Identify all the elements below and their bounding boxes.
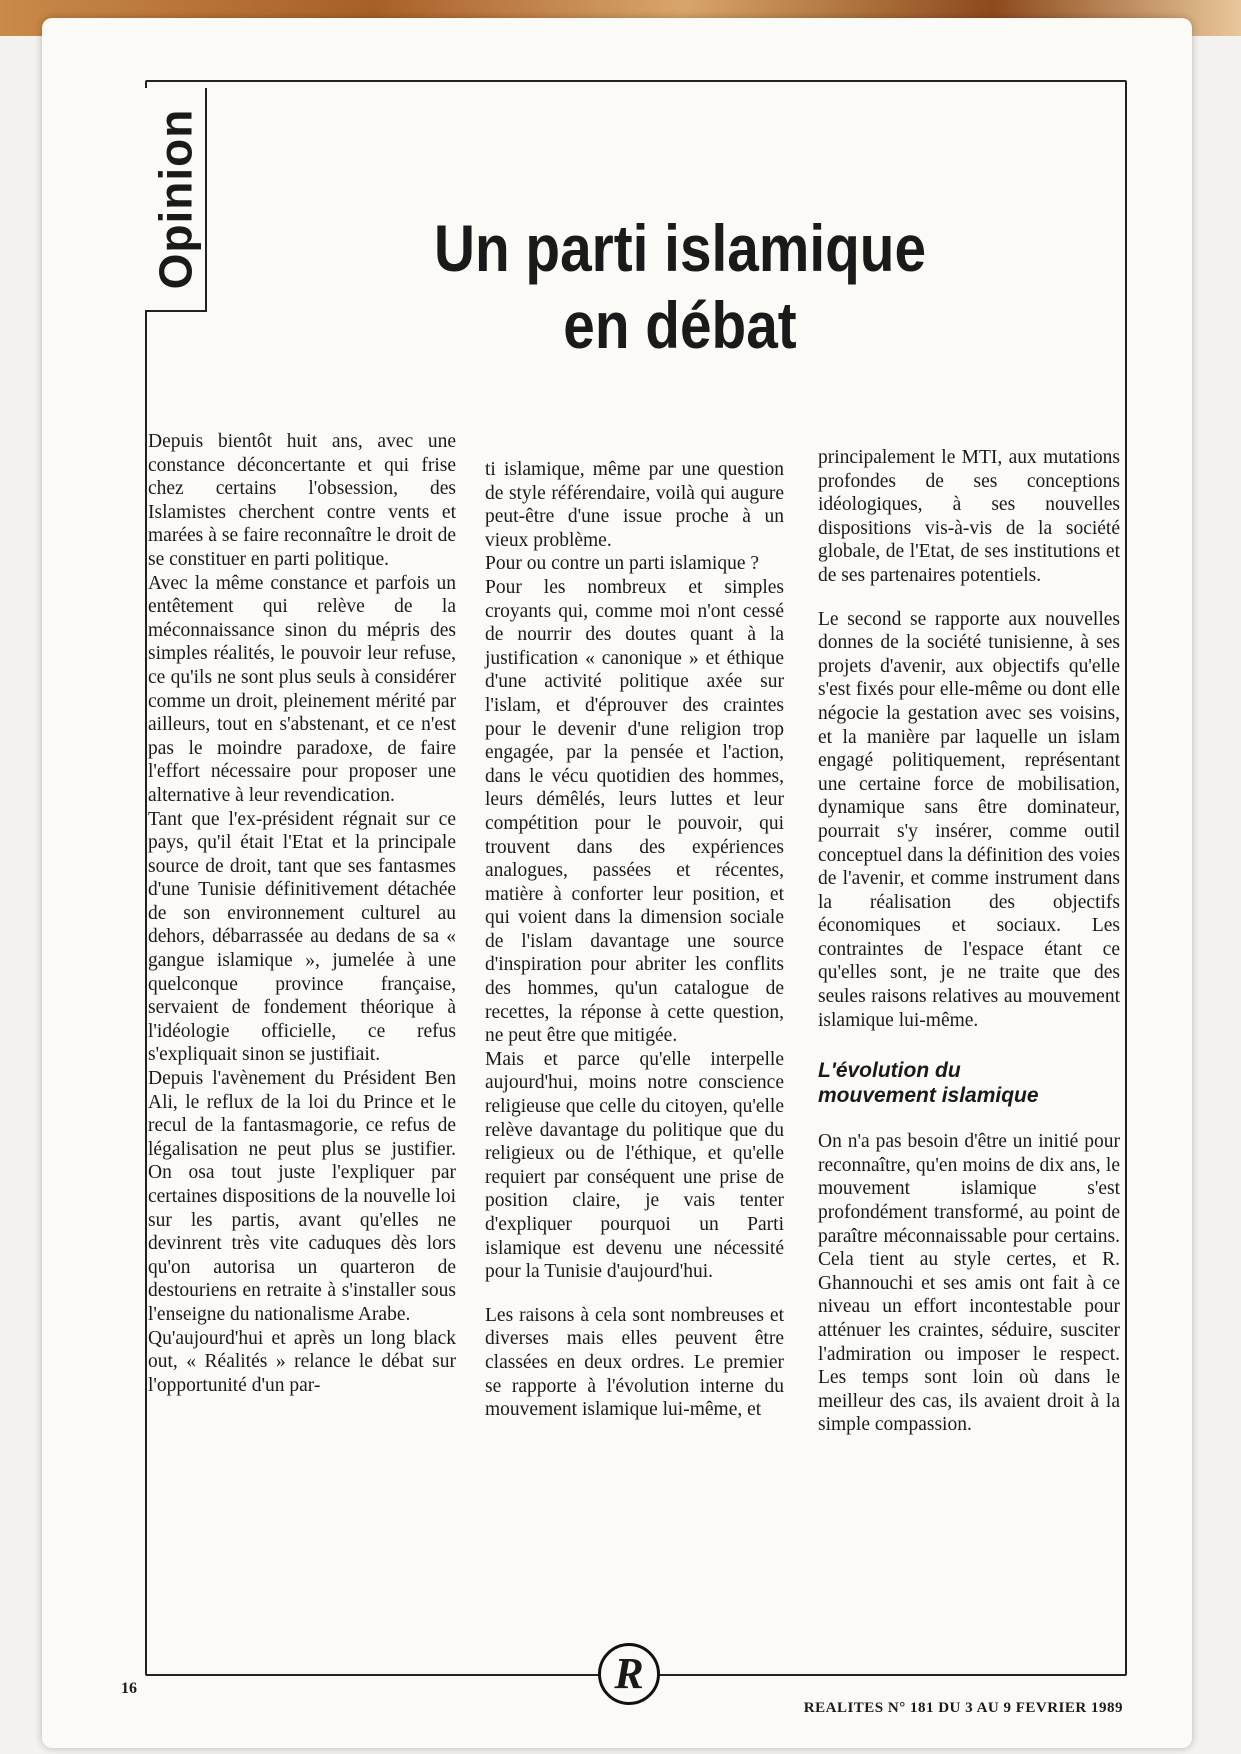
- paragraph: On n'a pas besoin d'être un initié pour reconnaître, qu'en moins de dix ans, le mouvement islamique s'est profondément transformé, au point de paraître méconnaissable pour certains. Cela tient au style certes, et R. Ghannouchi et ses amis ont fait à ce niveau un effort incontestable pour atténuer les craintes, séduire, susciter l'admiration ou imposer le respect. Les temps sont loin où dans le meilleur des cas, ils avaient droit à la simple compassion.: [818, 1131, 1120, 1436]
- page-number: 16: [121, 1680, 137, 1697]
- subheading-line-1: L'évolution du: [818, 1059, 961, 1083]
- title-line-1: Un parti islamique: [433, 211, 927, 285]
- article-title: [353, 210, 1007, 364]
- issue-reference: REALITES N° 181 DU 3 AU 9 FEVRIER 1989: [803, 1700, 1123, 1716]
- column-1: [148, 430, 456, 1397]
- paragraph: Pour ou contre un parti islamique ?: [485, 553, 760, 575]
- column-3: [818, 446, 1120, 1437]
- logo-letter: R: [614, 1649, 644, 1698]
- title-line-2: en débat: [563, 288, 797, 363]
- paragraph: Qu'aujourd'hui et après un long black out, « Réalités » relance le débat sur l'opportunité d'un par-: [148, 1327, 456, 1396]
- paragraph: principalement le MTI, aux mutations profondes de ses conceptions idéologiques, à ses nouvelles dispositions vis-à-vis de la société globale, de l'Etat, de ses institutions et de ses partenaires potentiels.: [818, 447, 1120, 586]
- paragraph: Avec la même constance et parfois un entêtement qui relève de la méconnaissance sinon du mépris des simples réalités, le pouvoir leur refuse, ce qu'ils ne sont plus seuls à considérer comme un droit, pleinement mérité par ailleurs, tout en s'abstenant, et ce n'est pas le moindre paradoxe, de faire l'effort nécessaire pour proposer une alternative à leur revendication.: [148, 572, 456, 806]
- paragraph: Pour les nombreux et simples croyants qui, comme moi n'ont cessé de nourrir des doutes quant à la justification « canonique » et éthique d'une activité politique axée sur l'islam, et d'éprouver des craintes pour le devenir d'une religion trop engagée, par la pensée et l'action, dans le vécu quotidien des hommes, leurs démêlés, leurs luttes et leur compétition pour le pouvoir, qui trouvent dans des expériences analogues, passées et récentes, matière à conforter leur position, et qui voient dans la dimension sociale de l'islam davantage une source d'inspiration pour abriter les conflits des hommes, qu'un catalogue de recettes, la réponse à cette question, ne peut être que mitigée.: [485, 576, 784, 1047]
- paragraph: Mais et parce qu'elle interpelle aujourd'hui, moins notre conscience religieuse que celle du citoyen, qu'elle relève davantage du politique que du religieux ou de l'éthique, et qu'elle requiert par conséquent une prise de position claire, je vais tenter d'expliquer pourquoi un Parti islamique est devenu une nécessité pour la Tunisie d'aujourd'hui.: [485, 1048, 784, 1283]
- section-tab-label: Opinion: [149, 108, 201, 290]
- paragraph: Depuis bientôt huit ans, avec une constance déconcertante et qui frise chez certains l'obsession, des Islamistes cherchent contre vents et marées à se faire reconnaître le droit de se constituer en parti politique.: [148, 431, 456, 570]
- paragraph: ti islamique, même par une question de style référendaire, voilà qui augure peut-être d'une issue proche à un vieux problème.: [485, 459, 784, 551]
- section-tab: [145, 88, 205, 310]
- column-2: [485, 458, 784, 1422]
- realites-logo: [598, 1643, 660, 1705]
- subheading: [818, 1058, 1120, 1108]
- paragraph: Les raisons à cela sont nombreuses et diverses mais elles peuvent être classées en deux ordres. Le premier se rapporte à l'évolution interne du mouvement islamique lui-même, et: [485, 1304, 784, 1421]
- paragraph: Tant que l'ex-président régnait sur ce pays, qu'il était l'Etat et la principale source de droit, tant que ses fantasmes d'une Tunisie définitivement détachée de son environnement culturel au dehors, débarrassée au dedans de sa « gangue islamique », jumelée à une quelconque province française, servaient de fondement théorique à l'idéologie officielle, ce refus s'expliquait sinon se justifiait.: [148, 808, 456, 1066]
- paragraph: Depuis l'avènement du Président Ben Ali, le reflux de la loi du Prince et le recul de la fantasmagorie, ce refus de légalisation ne peut plus se justifier. On osa tout juste l'expliquer par certaines dispositions de la nouvelle loi sur les partis, avant qu'elles ne devinrent très vite caduques dès lors qu'on autorisa un quarteron de destouriens en retraite à s'installer sous l'enseigne du nationalisme Arabe.: [148, 1068, 456, 1325]
- paragraph: Le second se rapporte aux nouvelles donnes de la société tunisienne, à ses projets d'avenir, aux objectifs qu'elle s'est fixés pour elle-même ou dont elle négocie la gestation avec ses voisins, et la manière par laquelle un islam engagé politiquement, représentant une certaine force de mobilisation, dynamique sans être dominateur, pourrait s'y insérer, comme outil conceptuel dans la définition des voies de l'avenir, et comme instrument dans la réalisation des objectifs économiques et sociaux. Les contraintes de l'espace étant ce qu'elles sont, je ne traite que des seules raisons relatives au mouvement islamique lui-même.: [818, 608, 1120, 1031]
- subheading-line-2: mouvement islamique: [818, 1084, 1039, 1108]
